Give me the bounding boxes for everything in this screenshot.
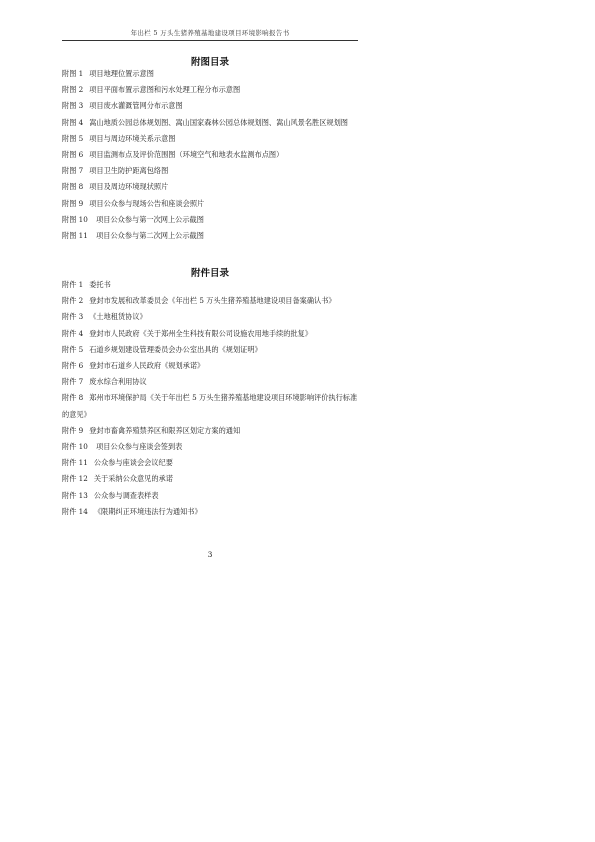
- item-number: 附件 12: [62, 474, 88, 484]
- list-item: [62, 423, 362, 439]
- item-text: 《限期纠正环境违法行为通知书》: [93, 506, 202, 516]
- item-text: 项目与周边环境关系示意图: [89, 133, 176, 143]
- item-number: 附图 9: [62, 198, 84, 208]
- item-number: 附图 7: [62, 166, 84, 176]
- item-text: 项目公众参与第一次网上公示截图: [93, 214, 204, 224]
- figures-list: [62, 66, 362, 244]
- list-item: [62, 471, 362, 487]
- item-text: 《土地租赁协议》: [89, 312, 147, 322]
- list-item: [62, 374, 362, 390]
- item-number: 附件 1: [62, 280, 84, 289]
- item-number: 附图 5: [62, 133, 84, 143]
- list-item: [62, 147, 362, 163]
- list-item: [62, 82, 362, 98]
- item-text: 石道乡规划建设管理委员会办公室出具的《规划证明》: [89, 344, 262, 354]
- list-item: [62, 163, 362, 179]
- item-text: 登封市石道乡人民政府《规划承诺》: [89, 361, 205, 371]
- item-text: 嵩山地质公园总体规划图、嵩山国家森林公园总体规划图、嵩山风景名胜区规划图: [89, 117, 348, 127]
- attachments-section-title: 附件目录: [190, 268, 229, 279]
- list-item: [62, 342, 362, 358]
- item-text: 郑州市环境保护局《关于年出栏 5 万头生猪养殖基地建设项目环境影响评价执行标准的意见》: [62, 393, 358, 419]
- list-item: [62, 326, 362, 342]
- header-divider: [62, 40, 358, 41]
- item-text: 登封市畜禽养殖禁养区和限养区划定方案的通知: [89, 425, 241, 435]
- item-number: 附件 9: [62, 425, 84, 435]
- item-number: 附件 7: [62, 377, 84, 387]
- list-item: [62, 504, 362, 520]
- item-number: 附件 2: [62, 296, 84, 306]
- item-number: 附件 5: [62, 344, 84, 354]
- item-text: 项目卫生防护距离包络图: [89, 166, 169, 176]
- item-number: 附图 10: [62, 214, 88, 224]
- list-item: [62, 293, 362, 309]
- item-text: 委托书: [89, 280, 111, 289]
- page-number: 3: [207, 550, 213, 559]
- item-text: 登封市发展和改革委员会《年出栏 5 万头生猪养殖基地建设项目备案确认书》: [89, 296, 336, 306]
- item-text: 公众参与座谈会会议纪要: [93, 458, 173, 468]
- item-text: 登封市人民政府《关于郑州全生科技有限公司设施农用地手续的批复》: [89, 328, 313, 338]
- item-number: 附图 4: [62, 117, 84, 127]
- item-number: 附图 6: [62, 150, 84, 160]
- list-item: [62, 66, 362, 82]
- list-item: [62, 277, 362, 293]
- item-number: 附图 2: [62, 85, 84, 95]
- item-number: 附件 3: [62, 312, 84, 322]
- item-number: 附件 13: [62, 490, 88, 500]
- list-item: [62, 115, 362, 131]
- list-item: [62, 390, 362, 422]
- item-text: 项目公众参与现场公告和座谈会照片: [89, 198, 205, 208]
- item-number: 附件 4: [62, 328, 84, 338]
- list-item: [62, 309, 362, 325]
- list-item: [62, 98, 362, 114]
- item-number: 附图 11: [62, 231, 88, 241]
- figures-section-title: 附图目录: [190, 57, 229, 68]
- list-item: [62, 196, 362, 212]
- item-number: 附图 8: [62, 182, 84, 192]
- list-item: [62, 212, 362, 228]
- item-number: 附件 14: [62, 506, 88, 516]
- list-item: [62, 488, 362, 504]
- item-text: 项目地理位置示意图: [89, 69, 154, 78]
- item-text: 关于采纳公众意见的承诺: [93, 474, 173, 484]
- list-item: [62, 228, 362, 244]
- item-text: 项目废水灌溉管网分布示意图: [89, 101, 183, 111]
- item-number: 附件 6: [62, 361, 84, 371]
- item-number: 附图 1: [62, 69, 84, 78]
- item-text: 废水综合利用协议: [89, 377, 147, 387]
- item-number: 附件 10: [62, 442, 88, 452]
- item-text: 项目监测布点及评价范围图（环境空气和地表水监测布点图）: [89, 150, 284, 160]
- list-item: [62, 358, 362, 374]
- list-item: [62, 179, 362, 195]
- item-text: 项目公众参与第二次网上公示截图: [93, 231, 204, 241]
- item-number: 附件 11: [62, 458, 88, 468]
- item-text: 项目公众参与座谈会签到表: [93, 442, 183, 452]
- item-text: 公众参与调查表样表: [93, 490, 159, 500]
- list-item: [62, 131, 362, 147]
- attachments-list: [62, 277, 362, 520]
- list-item: [62, 439, 362, 455]
- running-header: 年出栏 5 万头生猪养殖基地建设项目环境影响报告书: [130, 29, 290, 37]
- item-text: 项目及周边环境现状照片: [89, 182, 169, 192]
- item-text: 项目平面布置示意图和污水处理工程分布示意图: [89, 85, 241, 95]
- item-number: 附件 8: [62, 393, 84, 403]
- list-item: [62, 455, 362, 471]
- item-number: 附图 3: [62, 101, 84, 111]
